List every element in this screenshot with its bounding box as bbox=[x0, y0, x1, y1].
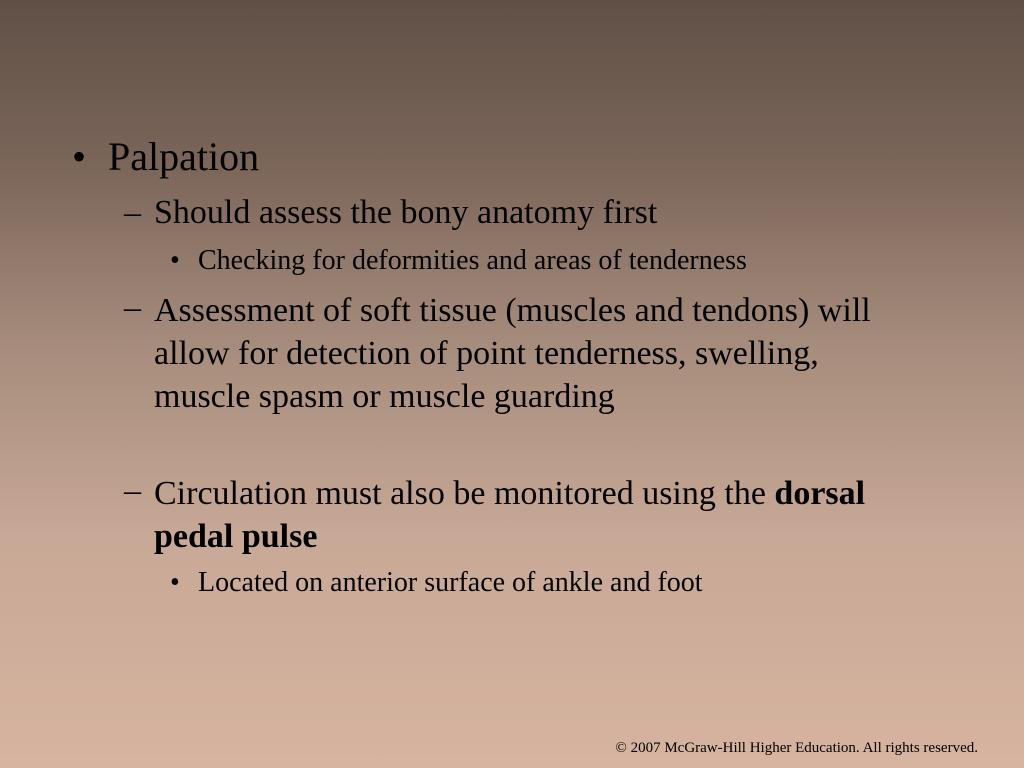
bullet-text: Circulation must also be monitored using the bbox=[154, 475, 766, 512]
bullet-marker: • bbox=[72, 134, 87, 179]
bullet-text: Located on anterior surface of ankle and foot bbox=[198, 567, 703, 598]
dash-marker: – bbox=[124, 289, 141, 326]
copyright-footer: © 2007 McGraw-Hill Higher Education. All rights reserved. bbox=[615, 740, 978, 756]
bullet-text: Palpation bbox=[108, 134, 260, 179]
bullet-marker: • bbox=[170, 245, 180, 276]
dash-marker: – bbox=[124, 472, 141, 509]
bullet-text-group bbox=[154, 472, 899, 558]
dash-marker: – bbox=[124, 194, 141, 231]
bullet-text: Assessment of soft tissue (muscles and tendons) will allow for detection of point tenderness, swelling, muscle spasm or muscle guarding bbox=[154, 292, 871, 415]
bullet-marker: • bbox=[170, 567, 180, 598]
emphasized-term: dorsal pedal pulse bbox=[154, 475, 866, 555]
bullet-text: Checking for deformities and areas of tenderness bbox=[198, 245, 747, 276]
bullet-text: Should assess the bony anatomy first bbox=[154, 194, 658, 231]
